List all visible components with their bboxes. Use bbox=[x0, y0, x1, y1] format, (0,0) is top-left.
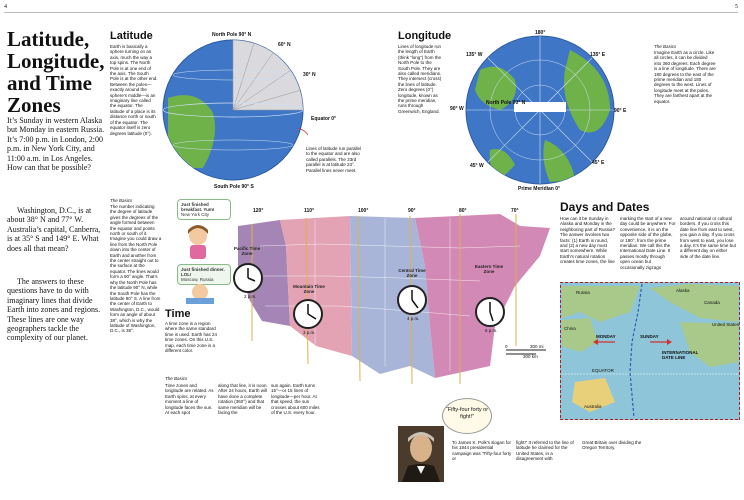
label-135w: 135° W bbox=[466, 52, 483, 58]
cartoon-bubble-2-title: Just finished dinner. LOL! bbox=[181, 267, 225, 277]
main-title: Latitude, Longitude, and Time Zones bbox=[7, 27, 105, 117]
us-label: United States bbox=[712, 322, 740, 327]
prime-meridian-label: Prime Meridian 0° bbox=[518, 186, 561, 192]
north-pole-label: North Pole 90° N bbox=[212, 32, 252, 38]
cartoon-bubble-2-sub: Moscow, Russia bbox=[181, 277, 214, 282]
polk-caption-col1: To James K. Polk’s slogan for his 1844 presidential campaign was “Fifty-four forty or bbox=[452, 440, 512, 462]
latitude-globe bbox=[158, 28, 308, 192]
clock-icon bbox=[232, 262, 264, 294]
canada-label: Canada bbox=[704, 300, 720, 305]
meridian-label-80: 80° bbox=[459, 208, 467, 214]
label-90w: 90° W bbox=[450, 106, 464, 112]
polk-portrait bbox=[398, 426, 444, 482]
cartoon-bubble-1-title: Just finished breakfast. Yum! bbox=[181, 202, 215, 212]
label-45e: 45° E bbox=[592, 160, 605, 166]
cartoon-girl-breakfast bbox=[178, 220, 218, 260]
time-heading: Time bbox=[165, 308, 191, 320]
meridian-label-100: 100° bbox=[358, 208, 369, 214]
page-number-right: 5 bbox=[735, 4, 738, 10]
meridian-label-120: 120° bbox=[253, 208, 264, 214]
longitude-body: Lines of longitude run the length of Earth (think “long”) from the North Pole to the South Pole. They are also called meridians. They intersect (cross) the lines of latitude. Zero degrees (0°) longitude, known as the prime meridian, runs through Greenwich, England. bbox=[398, 44, 442, 114]
time-basics-col2: along that line, it is noon. After 24 hours, Earth will have done a complete rotation (360°) and that same meridian will be facing the bbox=[218, 383, 268, 416]
clock-icon bbox=[292, 298, 324, 330]
label-90e: 90° E bbox=[614, 108, 627, 114]
meridian-label-90: 90° bbox=[408, 208, 416, 214]
polk-quote-bubble: “Fifty-four forty or fight!” bbox=[442, 398, 492, 434]
clock-icon bbox=[474, 296, 506, 328]
label-30n: 30° N bbox=[303, 72, 316, 78]
label-60n: 60° N bbox=[278, 42, 291, 48]
pacific-zone-label: Pacific Time Zone bbox=[233, 246, 261, 256]
mountain-zone-label: Mountain Time Zone bbox=[293, 284, 325, 294]
russia-label: Russia bbox=[576, 290, 590, 295]
latitude-basics: The number indicating the degree of latitude gives the degrees of the angle formed between the equator and points north or south of it. Imagine you could draw a line from the North Pole down into the center of Earth and another from the center straight out to the surface at the equator. The lines would form a 90° angle. That’s why the North Pole has the latitude 90° N, while the South Pole has the latitude 90° S. A line from the center of Earth to Washington, D.C., would form an angle of about 38°, which is why the latitude of Washington, D.C., is 38°. bbox=[110, 204, 162, 334]
days-col1: How can it be Sunday in Alaska and Monday in the neighboring part of Russia? The answer involves two facts: (1) Earth is round, and (2) a new day must start somewhere. While Earth’s natural rotation creates time zones, the line bbox=[560, 216, 616, 265]
days-col2: marking the start of a new day could be anywhere. For convenience, it is on the opposite side of the globe, or 180°, from the prime meridian. We call this the International Date Line. It passes mostly through open ocean but occasionally zigzags bbox=[620, 216, 676, 270]
meridian-label-70: 70° bbox=[511, 208, 519, 214]
intro-paragraph-3: The answers to these questions have to do with imaginary lines that divide Earth into zones and regions. These lines are one way geographers tackle the complexity of our planet. bbox=[7, 277, 101, 343]
pacific-time: 2 p.m. bbox=[244, 294, 257, 299]
alaska-label: Alaska bbox=[676, 288, 690, 293]
central-time: 4 p.m. bbox=[407, 316, 420, 321]
time-basics-col3: sun again. Earth turns 15°—or 15 lines of longitude—per hour. At that speed, the sun crosses about 600 miles of the U.S. every hour. bbox=[271, 383, 320, 416]
idl-label: INTERNATIONAL DATE LINE bbox=[662, 350, 699, 360]
time-basics-col1: Time zones and longitude are related. As Earth spins, at every moment a line of longitude faces the sun. At each spot bbox=[165, 383, 214, 416]
label-180: 180° bbox=[535, 30, 546, 36]
scale-zero: 0 bbox=[505, 344, 508, 349]
cartoon-bubble-1-sub: New York City bbox=[181, 212, 210, 217]
scale-km: 300 km bbox=[523, 354, 538, 359]
eastern-time: 5 p.m. bbox=[485, 328, 498, 333]
meridian-label-110: 110° bbox=[304, 208, 315, 214]
china-label: China bbox=[564, 326, 576, 331]
latitude-basics-title: The Basics bbox=[110, 198, 133, 203]
scale-miles: 300 mi bbox=[530, 344, 544, 349]
intro-paragraph-1: It’s Sunday in western Alaska but Monday in eastern Russia. It’s 7:00 p.m. in London, 2:00 p.m. in New York City, and 11:00 a.m. in Los Angeles. How can that be possible? bbox=[7, 116, 105, 173]
eastern-zone-label: Eastern Time Zone bbox=[474, 264, 504, 274]
equator-label: Equator 0° bbox=[311, 116, 337, 122]
polk-caption-col3: Great Britain over dividing the Oregon Territory. bbox=[582, 440, 642, 451]
mountain-time: 3 p.m. bbox=[303, 330, 316, 335]
latitude-body: Earth is basically a sphere turning on an axis, much the way a top spins. The North Pole is at one end of the axis. The South Pole is at the other end. Between the poles—exactly around the sphere’s middle—is an imaginary line called the equator. The latitude of a place is its distance north or south of the equator. The equator itself is zero degrees latitude (0°). bbox=[110, 44, 158, 136]
monday-label: MONDAY bbox=[596, 334, 616, 339]
central-zone-label: Central Time Zone bbox=[398, 268, 426, 278]
longitude-basics-title: The Basics bbox=[654, 44, 677, 49]
australia-label: Australia bbox=[584, 404, 602, 409]
top-rule bbox=[4, 12, 738, 13]
label-135e: 135° E bbox=[590, 52, 606, 58]
days-col3: around national or cultural borders. If you cross this date line from east to west, you gain a day. If you cross from west to east, you lose a day. It’s the same time but a different day on either side of the date line. bbox=[680, 216, 736, 259]
page-number-left: 4 bbox=[4, 4, 7, 10]
latitude-heading: Latitude bbox=[110, 30, 153, 42]
label-45w: 45° W bbox=[470, 163, 484, 169]
longitude-north-pole-label: North Pole 90° N bbox=[486, 100, 526, 106]
intro-paragraph-2: Washington, D.C., is at about 38° N and 77° W. Australia’s capital, Canberra, is at 35° S and 149° E. What does all that mean? bbox=[7, 206, 101, 253]
equator-map-label: EQUATOR bbox=[592, 368, 614, 373]
south-pole-label: South Pole 90° S bbox=[214, 184, 254, 190]
polk-caption-col2: fight!” It referred to the line of latitude he claimed for the United States, in a disagreement with bbox=[516, 440, 574, 462]
sunday-label: SUNDAY bbox=[640, 334, 659, 339]
us-time-zone-map bbox=[220, 206, 564, 392]
days-heading: Days and Dates bbox=[560, 200, 650, 214]
cartoon-kid-dinner bbox=[180, 282, 220, 304]
time-basics-title: The Basics bbox=[165, 376, 188, 381]
time-body: A time zone is a region where the same standard time is used. Earth has 24 time zones. On this U.S. map, each time zone is a different color. bbox=[165, 321, 218, 354]
parallels-note: Lines of latitude run parallel to the equator and are also called parallels. The 23rd parallel is at latitude 23°. Parallel lines never meet. bbox=[306, 146, 362, 173]
longitude-heading: Longitude bbox=[398, 30, 452, 42]
clock-icon bbox=[396, 284, 428, 316]
longitude-basics: Imagine Earth as a circle. Like all circles, it can be divided into 360 degrees. Each degree is a line of longitude. There are 180 degrees to the east of the prime meridian and 180 degrees to the west. Lines of longitude meet at the poles. They are farthest apart at the equator. bbox=[654, 50, 716, 104]
